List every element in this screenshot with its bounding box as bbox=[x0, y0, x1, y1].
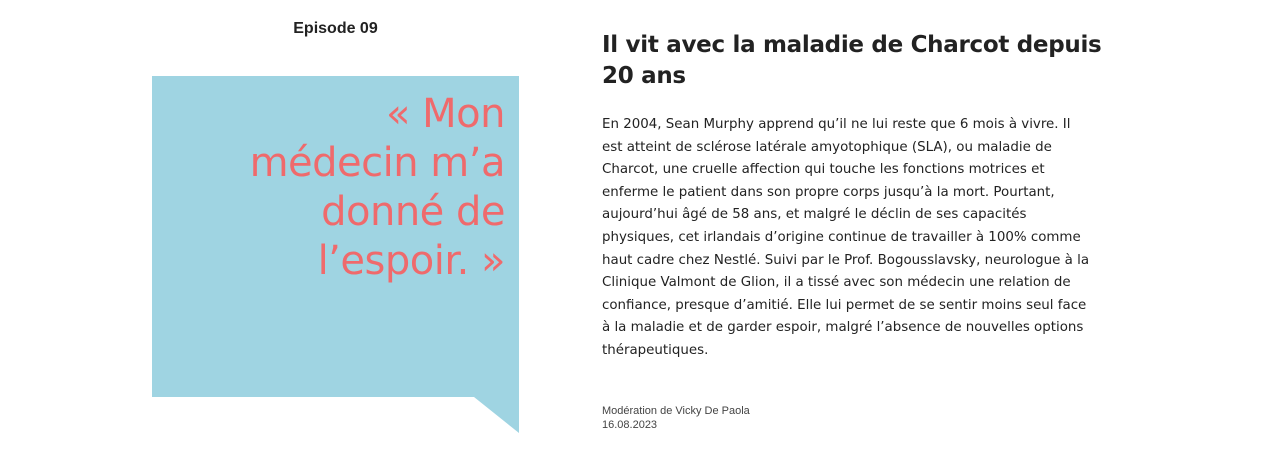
article-meta bbox=[602, 404, 750, 432]
article-title: Il vit avec la maladie de Charcot depuis 20 ans bbox=[602, 32, 1102, 89]
publish-date: 16.08.2023 bbox=[602, 419, 658, 431]
article bbox=[602, 30, 1102, 363]
moderation-credit: Modération de Vicky De Paola bbox=[602, 405, 750, 417]
quote-bubble-tail bbox=[474, 397, 519, 433]
episode-label: Episode 09 bbox=[293, 20, 378, 37]
quote-bubble bbox=[152, 76, 519, 397]
article-body: En 2004, Sean Murphy apprend qu’il ne lui reste que 6 mois à vivre. Il est atteint de sclérose latérale amyotophique (SLA), ou maladie de Charcot, une cruelle affection qui touche les fonctions motrices et enferme le patient dans son propre corps jusqu’à la mort. Pourtant, aujourd’hui âgé de 58 ans, et malgré le déclin de ses capacités physiques, cet irlandais d’origine continue de travailler à 100% comme haut cadre chez Nestlé. Suivi par le Prof. Bogousslavsky, neurologue à la Clinique Valmont de Glion, il a tissé avec son médecin une relation de confiance, presque d’amitié. Elle lui permet de se sentir moins seul face à la maladie et de garder espoir, malgré l’absence de nouvelles options thérapeutiques. bbox=[602, 117, 1090, 358]
quote-text: « Mon médecin m’a donné de l’espoir. » bbox=[249, 91, 505, 284]
